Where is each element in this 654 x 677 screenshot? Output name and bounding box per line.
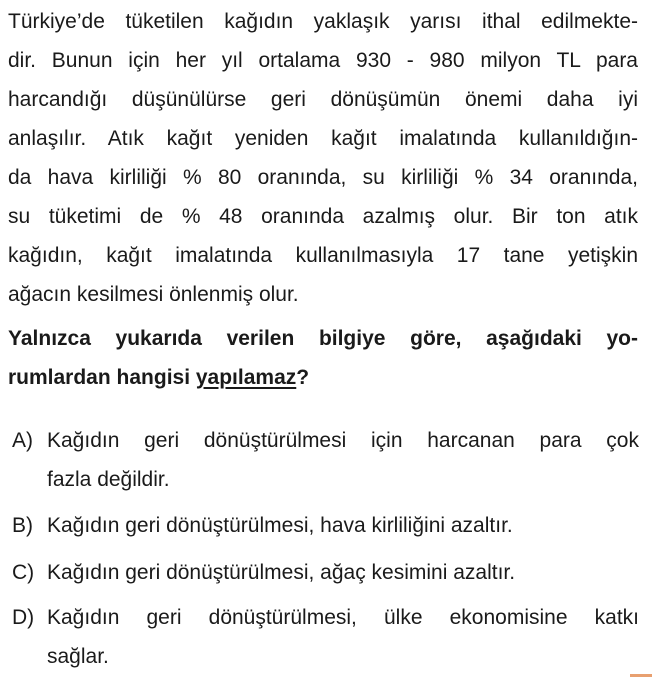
option-label: C)	[12, 561, 35, 584]
option-label: D)	[12, 606, 35, 629]
question-line	[8, 365, 638, 391]
option-text: Kağıdın geri dönüştürülmesi için harcanan para çok	[47, 429, 639, 452]
option-text: Kağıdın geri dönüştürülmesi, hava kirliliğini azaltır.	[47, 514, 513, 537]
passage-line: dir. Bunun için her yıl ortalama 930 - 980 milyon TL para	[8, 49, 638, 72]
option-text: sağlar.	[47, 645, 109, 668]
passage-line: anlaşılır. Atık kağıt yeniden kağıt imalatında kullanıldığın-	[8, 127, 638, 150]
option-text: Kağıdın geri dönüştürülmesi, ülke ekonomisine katkı	[47, 606, 639, 629]
passage-line: Türkiye’de tüketilen kağıdın yaklaşık yarısı ithal edilmekte-	[8, 10, 638, 33]
option-text: Kağıdın geri dönüştürülmesi, ağaç kesimini azaltır.	[47, 561, 516, 584]
question-emphasis: yapılamaz	[195, 366, 297, 389]
passage-line: da hava kirliliği % 80 oranında, su kirliliği % 34 oranında,	[8, 166, 638, 189]
option-text: fazla değildir.	[47, 468, 170, 491]
question-mark: ?	[296, 366, 310, 389]
question-line: Yalnızca yukarıda verilen bilgiye göre, aşağıdaki yo-	[8, 327, 638, 350]
passage-line: kağıdın, kağıt imalatında kullanılmasıyla 17 tane yetişkin	[8, 244, 638, 267]
option-label: B)	[12, 514, 33, 537]
option-label: A)	[12, 429, 33, 452]
passage-line: ağacın kesilmesi önlenmiş olur.	[8, 283, 299, 306]
passage-line: su tüketimi de % 48 oranında azalmış olur. Bir ton atık	[8, 205, 638, 228]
question-text: rumlardan hangisi	[8, 366, 196, 389]
passage-line: harcandığı düşünülürse geri dönüşümün önemi daha iyi	[8, 88, 638, 111]
